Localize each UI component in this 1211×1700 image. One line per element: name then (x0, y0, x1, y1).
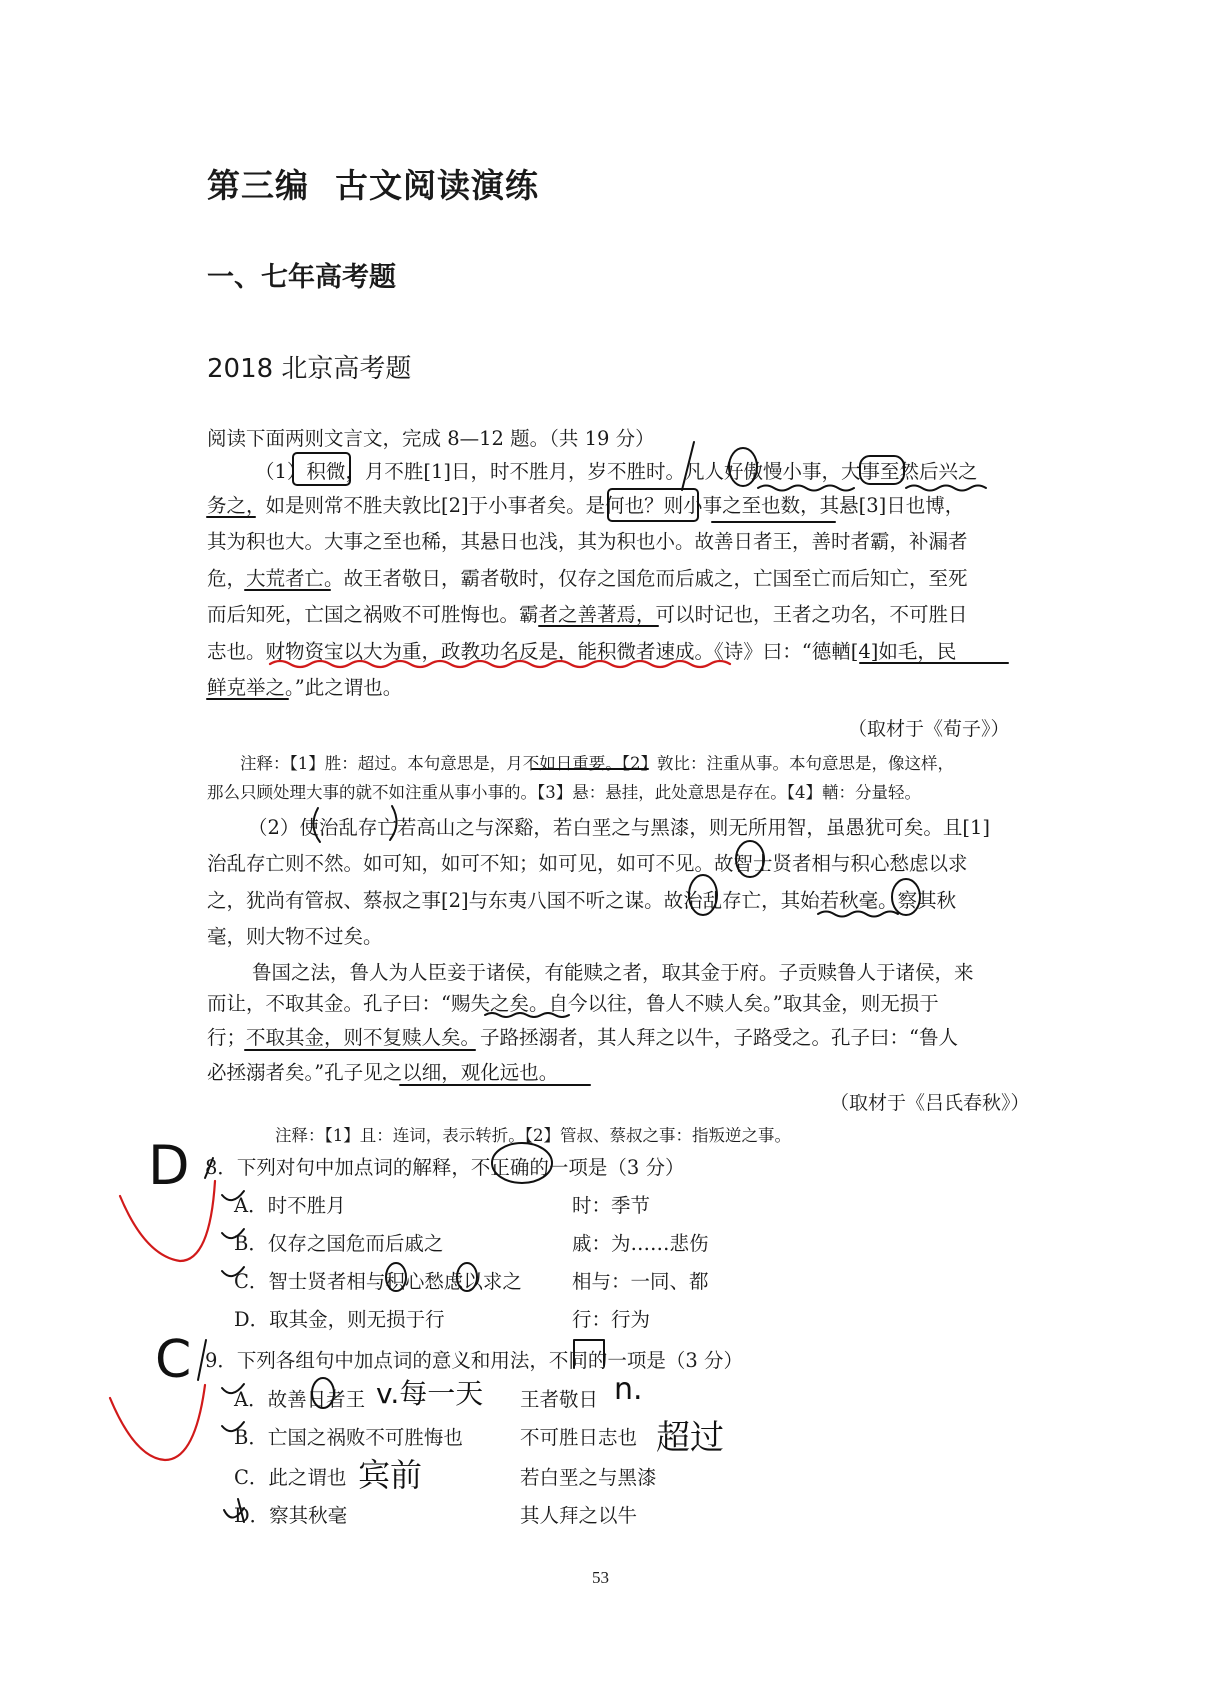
passage1-line: 志也。财物资宝以大为重，政教功名反是，能积微者速成。《诗》曰：“德輶[4]如毛，民 (207, 640, 957, 663)
q8-option-b-gloss: 戚：为……悲伤 (572, 1232, 709, 1255)
q9-option-b-pair: 不可胜日志也 (520, 1426, 638, 1449)
question-8-stem: 8．下列对句中加点词的解释，不正确的一项是（3 分） (205, 1156, 685, 1179)
passage1-line: 危，大荒者亡。故王者敬日，霸者敬时，仅存之国危而后戚之，亡国至亡而后知亡，至死 (207, 567, 968, 590)
footnote-line: 注释：【1】且：连词，表示转折。【2】管叔、蔡叔之事：指叛逆之事。 (275, 1126, 791, 1145)
passage-intro: 阅读下面两则文言文，完成 8—12 题。（共 19 分） (207, 427, 655, 450)
passage3-line: 而让，不取其金。孔子曰：“赐失之矣。自今以往，鲁人不赎人矣。”取其金，则无损于 (207, 992, 939, 1015)
passage3-line: 鲁国之法，鲁人为人臣妾于诸侯，有能赎之者，取其金于府。子贡赎鲁人于诸侯，来 (252, 961, 974, 984)
handwritten-note: n. (614, 1372, 643, 1407)
footnote-line: 那么只顾处理大事的就不如注重从事小事的。【3】悬：悬挂，此处意思是存在。【4】輶：分量轻。 (207, 783, 921, 802)
q9-option-c: C．此之谓也 (234, 1466, 347, 1489)
passage2-line: 治乱存亡则不然。如可知，如可不知；如可见，如可不见。故智士贤者相与积心愁虑以求 (207, 852, 968, 875)
q9-option-c-pair: 若白垩之与黑漆 (520, 1466, 657, 1489)
passage2-line: （2）使治乱存亡若高山之与深谿，若白垩之与黑漆，则无所用智，虽愚犹可矣。且[1] (248, 816, 991, 839)
question-9-stem: 9．下列各组句中加点词的意义和用法，不同的一项是（3 分） (205, 1349, 744, 1372)
handwritten-note: 宾前 (358, 1456, 423, 1494)
passage1-line: 务之，如是则常不胜夫敦比[2]于小事者矣。是何也？则小事之至也数，其悬[3]日也博， (207, 494, 965, 517)
passage1-line: 其为积也大。大事之至也稀，其悬日也浅，其为积也小。故善日者王，善时者霸，补漏者 (207, 530, 968, 553)
passage2-line: 之，犹尚有管叔、蔡叔之事[2]与东夷八国不听之谋。故治乱存亡，其始若秋毫。察其秋 (207, 889, 957, 912)
q9-option-d: D．察其秋毫 (234, 1504, 348, 1527)
passage1-line: 而后知死，亡国之祸败不可胜悔也。霸者之善著焉，可以时记也，王者之功名，不可胜日 (207, 603, 968, 626)
footnote-line: 注释：【1】胜：超过。本句意思是，月不如日重要。【2】敦比：注重从事。本句意思是，像这样， (240, 754, 954, 773)
handwritten-answer-9: C (155, 1330, 192, 1390)
subsection-heading: 2018 北京高考题 (207, 354, 412, 384)
q8-option-d-gloss: 行：行为 (572, 1308, 651, 1331)
q8-option-c: C．智士贤者相与积心愁虑以求之 (234, 1270, 522, 1293)
q9-option-b: B．亡国之祸败不可胜悔也 (234, 1426, 463, 1449)
q8-option-c-gloss: 相与：一同、都 (572, 1270, 709, 1293)
q8-option-a-gloss: 时：季节 (572, 1194, 651, 1217)
source-citation: （取材于《荀子》） (848, 718, 1010, 740)
q8-option-a: A．时不胜月 (234, 1194, 346, 1217)
handwritten-answer-8: D (148, 1134, 190, 1197)
passage2-line: 毫，则大物不过矣。 (207, 925, 383, 948)
chapter-title: 第三编 古文阅读演练 (207, 166, 539, 205)
q9-option-d-pair: 其人拜之以牛 (520, 1504, 638, 1527)
passage3-line: 必拯溺者矣。”孔子见之以细，观化远也。 (207, 1061, 559, 1084)
section-heading: 一、七年高考题 (207, 262, 396, 293)
passage3-line: 行；不取其金，则不复赎人矣。子路拯溺者，其人拜之以牛，子路受之。孔子曰：“鲁人 (207, 1026, 958, 1049)
q8-option-d: D．取其金，则无损于行 (234, 1308, 445, 1331)
passage1-line: 鲜克举之。”此之谓也。 (207, 676, 403, 699)
page-number: 53 (592, 1568, 609, 1587)
q8-option-b: B．仅存之国危而后戚之 (234, 1232, 444, 1255)
q9-option-a: A．故善日者王 (234, 1388, 366, 1411)
q9-option-a-pair: 王者敬日 (520, 1388, 599, 1411)
handwritten-note: 超过 (656, 1418, 724, 1458)
source-citation: （取材于《吕氏春秋》） (830, 1092, 1030, 1114)
handwritten-note: v.每一天 (376, 1377, 484, 1410)
ink-red-checkmark (110, 1385, 205, 1460)
passage1-line: （1）积微，月不胜[1]日，时不胜月，岁不胜时。凡人好傲慢小事，大事至然后兴之 (255, 460, 978, 483)
